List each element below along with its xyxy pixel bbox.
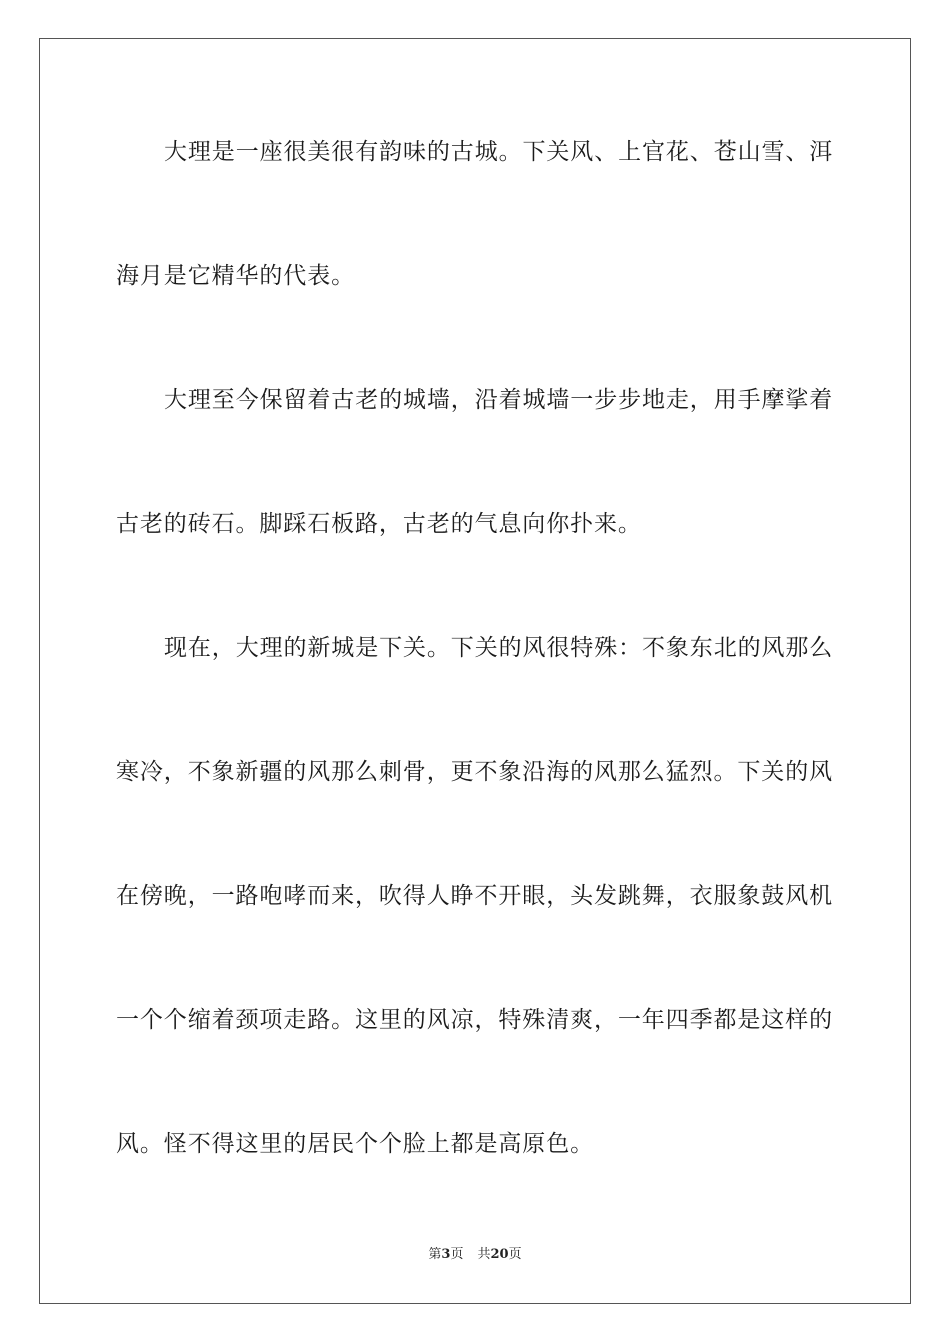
paragraph-3-line-4: 一个个缩着颈项走路。这里的风凉，特殊清爽，一年四季都是这样的 [116, 1007, 833, 1033]
paragraph-3-line-1: 现在，大理的新城是下关。下关的风很特殊：不象东北的风那么 [164, 635, 834, 661]
footer-total-suffix: 页 [508, 1247, 522, 1262]
paragraph-3-line-5: 风。怪不得这里的居民个个脸上都是高原色。 [116, 1131, 594, 1157]
footer-total-pages: 20 [490, 1247, 509, 1262]
paragraph-1-line-2: 海月是它精华的代表。 [116, 263, 355, 289]
page-border [39, 38, 911, 1304]
paragraph-2-line-1: 大理至今保留着古老的城墙，沿着城墙一步步地走，用手摩挲着 [164, 387, 834, 413]
footer-page-prefix: 第 [428, 1247, 442, 1262]
paragraph-2-line-2: 古老的砖石。脚踩石板路，古老的气息向你扑来。 [116, 511, 642, 537]
footer-page-number: 3 [441, 1247, 451, 1262]
footer-page-suffix: 页 [450, 1247, 464, 1262]
footer-total-prefix: 共 [477, 1247, 491, 1262]
paragraph-3-line-2: 寒冷，不象新疆的风那么刺骨，更不象沿海的风那么猛烈。下关的风 [116, 759, 833, 785]
paragraph-3-line-3: 在傍晚，一路咆哮而来，吹得人睁不开眼，头发跳舞，衣服象鼓风机 [116, 883, 833, 909]
page-footer [0, 1246, 950, 1264]
paragraph-1-line-1: 大理是一座很美很有韵味的古城。下关风、上官花、苍山雪、洱 [164, 139, 834, 165]
